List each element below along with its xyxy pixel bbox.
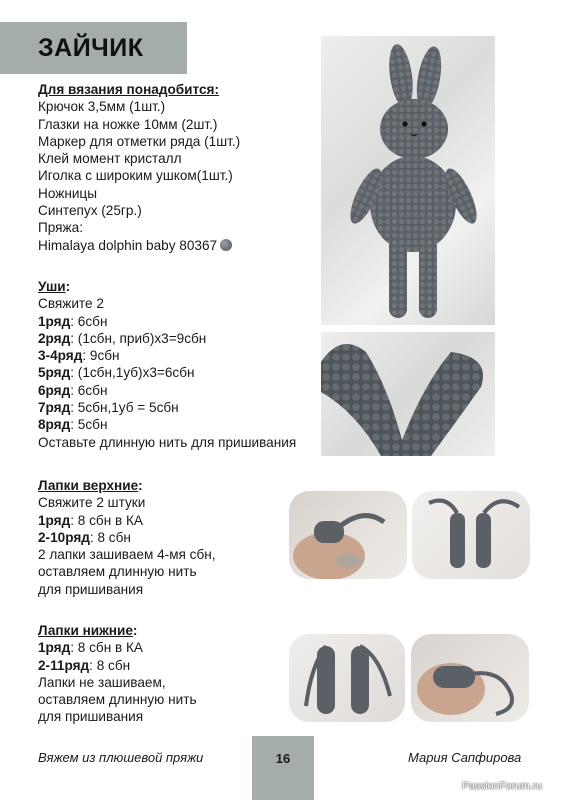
page-title: ЗАЙЧИК (38, 34, 144, 62)
upper-paws-row (38, 512, 216, 529)
row-label: 2-11ряд (38, 657, 90, 673)
upper-paws-note: для пришивания (38, 581, 144, 597)
upper-paws-note: 2 лапки зашиваем 4-мя сбн, (38, 547, 216, 563)
ears-outro: Оставьте длинную нить для пришивания (38, 434, 297, 450)
row-label: 6ряд (38, 382, 71, 398)
ears-row (38, 330, 296, 347)
materials-item: Иголка с широким ушком(1шт.) (38, 168, 233, 184)
materials-item: Крючок 3,5мм (1шт.) (38, 99, 166, 115)
ears-row (38, 416, 296, 433)
upper-paws-heading-colon: : (138, 478, 143, 493)
yarn-line (38, 237, 240, 254)
footer-book-title: Вяжем из плюшевой пряжи (38, 750, 204, 765)
ears-row (38, 382, 296, 399)
row-text: : (1сбн, приб)х3=9сбн (70, 330, 207, 346)
row-text: : (1сбн,1уб)х3=6сбн (70, 365, 195, 381)
ears-intro: Свяжите 2 (38, 296, 104, 312)
ears-section (38, 278, 296, 451)
row-text: : 9сбн (82, 348, 120, 364)
materials-item: Глазки на ножке 10мм (2шт.) (38, 116, 218, 132)
materials-section (38, 81, 240, 254)
bunny-illustration (321, 36, 495, 325)
upper-paw-photo-hand (289, 491, 407, 579)
lower-paws-note: оставляем длинную нить (38, 692, 197, 708)
row-text: : 5сбн,1уб = 5сбн (70, 400, 179, 416)
row-text: : 8 сбн в КА (70, 512, 143, 528)
page-number-box (252, 736, 314, 800)
upper-paws-heading: Лапки верхние (38, 478, 139, 493)
row-label: 7ряд (38, 400, 71, 416)
upper-paws-photo-pair (412, 491, 530, 579)
materials-item: Маркер для отметки ряда (1шт.) (38, 133, 241, 149)
page-number: 16 (275, 751, 291, 766)
row-text: : 6сбн (70, 313, 108, 329)
row-text: : 8 сбн в КА (70, 640, 143, 656)
upper-paws-section (38, 477, 216, 598)
upper-paw-illustration (289, 491, 407, 579)
row-text: : 6сбн (70, 382, 108, 398)
upper-paws-intro: Свяжите 2 штуки (38, 495, 146, 511)
row-label: 1ряд (38, 640, 71, 656)
ears-photo (321, 332, 495, 456)
ears-heading-colon: : (65, 279, 71, 294)
row-label: 8ряд (38, 417, 71, 433)
bunny-photo (321, 36, 495, 325)
row-text: : 8 сбн (89, 657, 131, 673)
ears-heading: Уши (38, 279, 66, 294)
ears-illustration (321, 332, 495, 456)
lower-paws-heading-colon: : (132, 623, 138, 638)
materials-item: Ножницы (38, 185, 97, 201)
row-text: : 5сбн (70, 417, 108, 433)
lower-paws-row (38, 639, 197, 656)
lower-paws-note: Лапки не зашиваем, (38, 674, 166, 690)
materials-item: Клей момент кристалл (38, 151, 182, 167)
ears-row (38, 364, 296, 381)
row-text: : 8 сбн (89, 529, 131, 545)
yarn-color-swatch (220, 239, 232, 251)
upper-paws-row (38, 529, 216, 546)
footer-author: Мария Сапфирова (408, 750, 522, 765)
lower-paws-section (38, 622, 197, 726)
ears-row (38, 313, 296, 330)
yarn-name: Himalaya dolphin baby 80367 (38, 237, 218, 253)
row-label: 2ряд (38, 330, 71, 346)
lower-paws-note: для пришивания (38, 709, 144, 725)
row-label: 1ряд (38, 512, 71, 528)
row-label: 1ряд (38, 313, 71, 329)
lower-paw-hand-illustration (411, 634, 529, 722)
materials-heading: Для вязания понадобится: (38, 82, 220, 97)
upper-paws-pair-illustration (412, 491, 530, 579)
lower-paws-heading: Лапки нижние (38, 623, 133, 638)
materials-item: Пряжа: (38, 220, 83, 236)
lower-paws-pair-illustration (289, 634, 405, 722)
lower-paw-photo-hand (411, 634, 529, 722)
watermark: PassionForum.ru (462, 780, 542, 792)
row-label: 5ряд (38, 365, 71, 381)
lower-paws-row (38, 657, 197, 674)
ears-row (38, 347, 296, 364)
upper-paws-note: оставляем длинную нить (38, 564, 197, 580)
row-label: 2-10ряд (38, 529, 90, 545)
row-label: 3-4ряд (38, 348, 83, 364)
lower-paws-photo-pair (289, 634, 405, 722)
ears-row (38, 399, 296, 416)
materials-item: Синтепух (25гр.) (38, 203, 142, 219)
